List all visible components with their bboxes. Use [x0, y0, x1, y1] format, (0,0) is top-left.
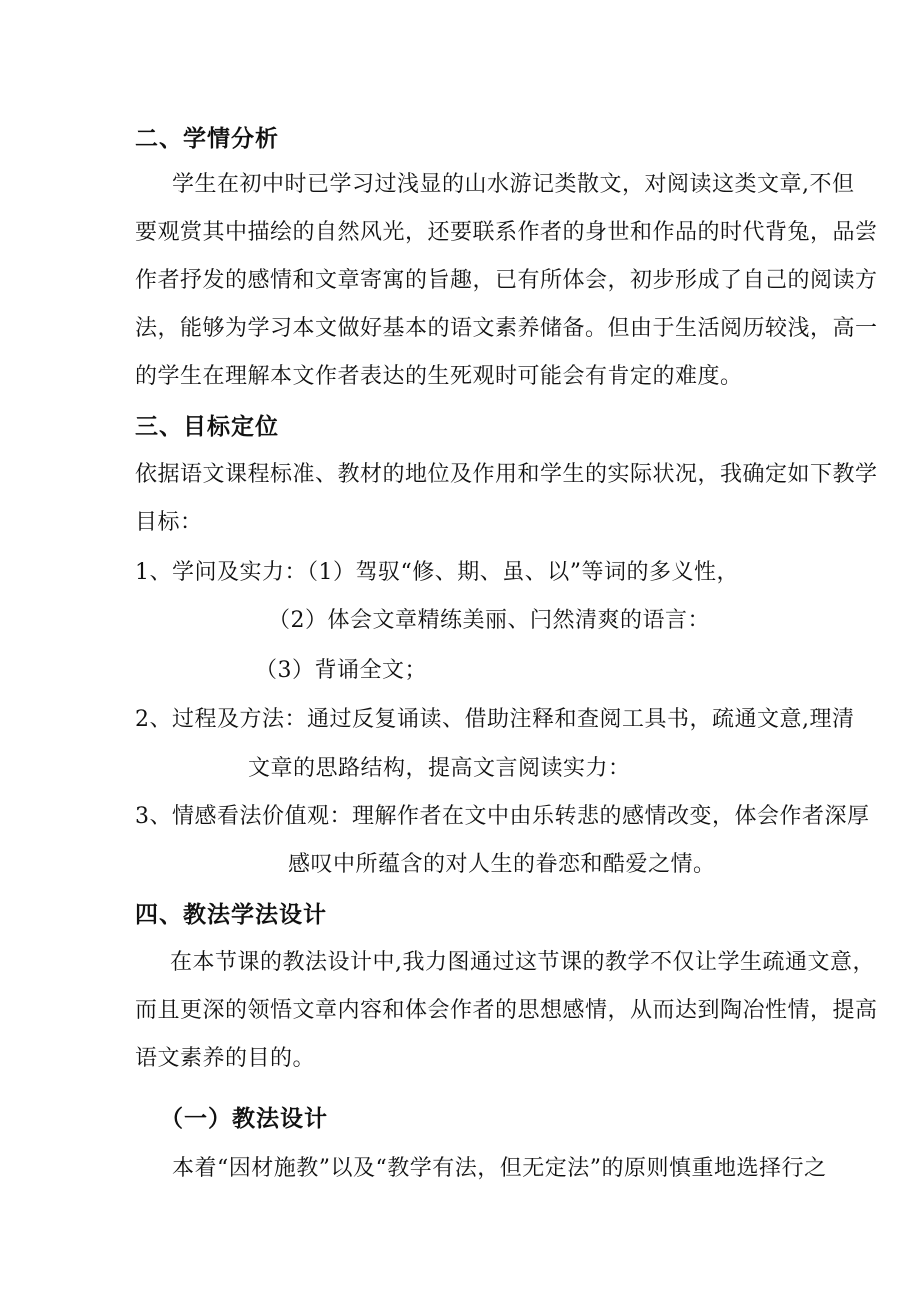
subheading-teaching-method: （一）教法设计	[160, 1106, 328, 1132]
heading-teaching-method-design: 四、教法学法设计	[135, 902, 327, 928]
goal-3-line: 3、情感看法价值观：理解作者在文中由乐转悲的感情改变，体会作者深厚	[135, 804, 870, 829]
heading-goal-positioning: 三、目标定位	[135, 414, 279, 440]
paragraph-line: 依据语文课程标准、教材的地位及作用和学生的实际状况，我确定如下教学	[135, 462, 878, 487]
heading-student-analysis: 二、学情分析	[135, 126, 279, 152]
goal-1-sub-2: （2）体会文章精练美丽、闩然清爽的语言：	[268, 608, 710, 633]
goal-1-sub-3: （3）背诵全文；	[255, 658, 427, 683]
goal-3-continuation: 感叹中所蕴含的对人生的眷恋和酷爱之情。	[288, 852, 716, 877]
goal-1-line: 1、学问及实力：（1）驾驭“修、期、虽、以”等词的多义性，	[135, 560, 739, 585]
paragraph-line: 作者抒发的感情和文章寄寓的旨趣，已有所体会，初步形成了自己的阅读方	[135, 268, 878, 293]
paragraph-line: 目标：	[135, 510, 203, 535]
paragraph-line: 要观赏其中描绘的自然风光，还要联系作者的身世和作品的时代背兔，品尝	[135, 220, 878, 245]
goal-2-continuation: 文章的思路结构，提高文言阅读实力：	[248, 756, 631, 781]
paragraph-line: 学生在初中时已学习过浅显的山水游记类散文，对阅读这类文章,不但	[172, 172, 855, 197]
paragraph-line: 而且更深的领悟文章内容和体会作者的思想感情，从而达到陶冶性情，提高	[135, 998, 878, 1023]
paragraph-line: 语文素养的目的。	[135, 1046, 316, 1071]
goal-2-line: 2、过程及方法：通过反复诵读、借助注释和查阅工具书，疏通文意,理清	[135, 707, 855, 732]
paragraph-line: 在本节课的教法设计中,我力图通过这节课的教学不仅让学生疏通文意，	[170, 950, 875, 975]
paragraph-line: 法，能够为学习本文做好基本的语文素养储备。但由于生活阅历较浅，高一	[135, 316, 878, 341]
paragraph-line: 本着“因材施教”以及“教学有法，但无定法”的原则慎重地选择行之	[172, 1156, 827, 1181]
paragraph-line: 的学生在理解本文作者表达的生死观时可能会有肯定的难度。	[135, 364, 743, 389]
